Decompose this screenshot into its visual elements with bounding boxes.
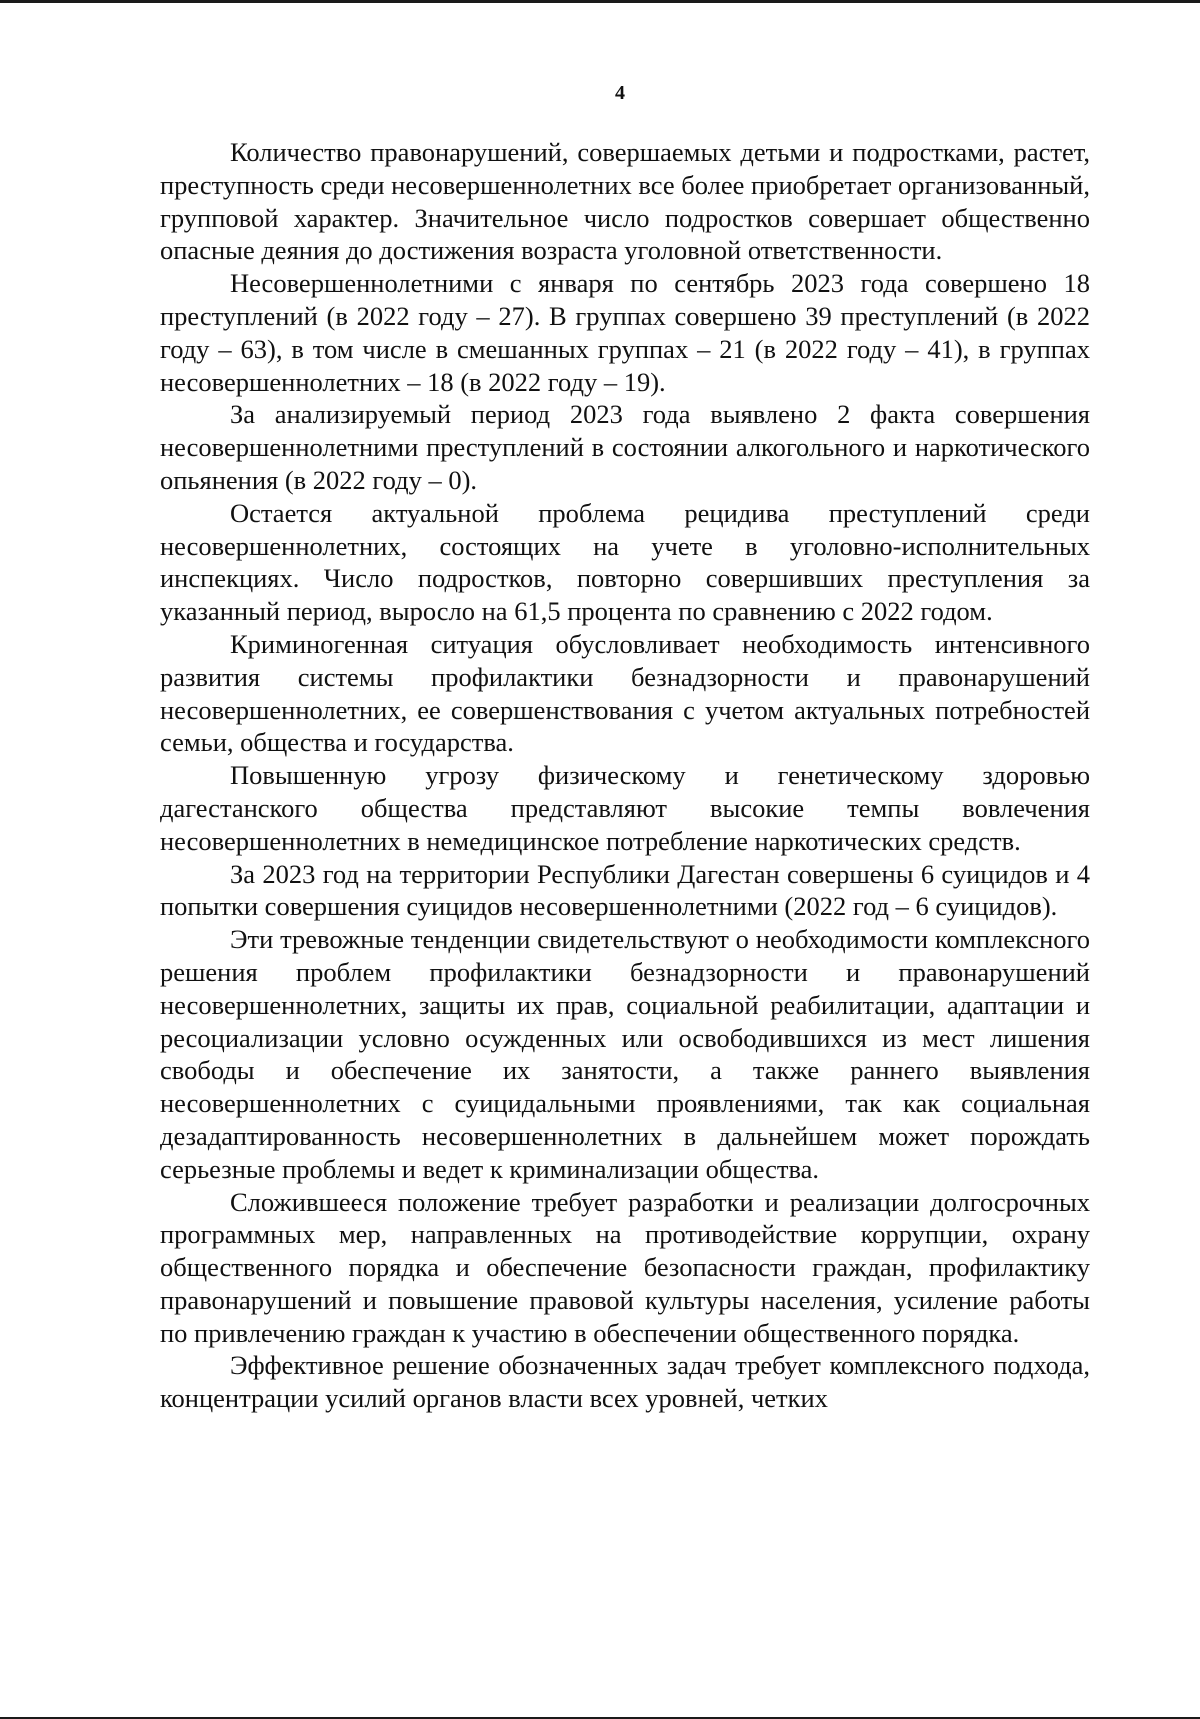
paragraph-recidivism: Остается актуальной проблема рецидива преступлений среди несовершеннолетних, состоящих на учете в уголовно-исполнительных инспекциях. Число подростков, повторно совершивших преступления за указанный период, выросло на 61,5 процента по сравнению с 2022 годом. xyxy=(160,497,1090,627)
paragraph-alarming-trends: Эти тревожные тенденции свидетельствуют о необходимости комплексного решения проблем профилактики безнадзорности и правонарушений несовершеннолетних, защиты их прав, социальной реабилитации, адаптации и ресоциализации условно осужденных или освободившихся из мест лишения свободы и обеспечение их занятости, а также раннего выявления несовершеннолетних с суицидальными проявлениями, так как социальная дезадаптированность несовершеннолетних в дальнейшем может порождать серьезные проблемы и ведет к криминализации общества. xyxy=(160,924,1090,1184)
paragraph-intoxication-crimes: За анализируемый период 2023 года выявлено 2 факта совершения несовершеннолетними преступлений в состоянии алкогольного и наркотического опьянения (в 2022 году – 0). xyxy=(160,399,1090,495)
paragraph-juvenile-offense-trend: Количество правонарушений, совершаемых детьми и подростками, растет, преступность среди несовершеннолетних все более приобретает организованный, групповой характер. Значительное число подростков совершает общественно опасные деяния до достижения возраста уголовной ответственности. xyxy=(160,137,1090,266)
page-number: 4 xyxy=(615,82,625,104)
paragraph-criminogenic-situation: Криминогенная ситуация обусловливает необходимость интенсивного развития системы профилактики безнадзорности и правонарушений несовершеннолетних, ее совершенствования с учетом актуальных потребностей семьи, общества и государства. xyxy=(160,628,1090,758)
paragraph-drug-threat: Повышенную угрозу физическому и генетическому здоровью дагестанского общества представляют высокие темпы вовлечения несовершеннолетних в немедицинское потребление наркотических средств. xyxy=(160,760,1090,856)
paragraph-effective-solution: Эффективное решение обозначенных задач требует комплексного подхода, концентрации усилий органов власти всех уровней, четких xyxy=(160,1350,1090,1414)
document-body xyxy=(160,136,1090,1415)
paragraph-suicide-statistics: За 2023 год на территории Республики Дагестан совершены 6 суицидов и 4 попытки совершения суицидов несовершеннолетними (2022 год – 6 суицидов). xyxy=(160,858,1090,922)
paragraph-crime-statistics-2023: Несовершеннолетними с января по сентябрь 2023 года совершено 18 преступлений (в 2022 году – 27). В группах совершено 39 преступлений (в 2022 году – 63), в том числе в смешанных группах – 21 (в 2022 году – 41), в группах несовершеннолетних – 18 (в 2022 году – 19). xyxy=(160,268,1090,397)
paragraph-program-measures: Сложившееся положение требует разработки и реализации долгосрочных программных мер, направленных на противодействие коррупции, охрану общественного порядка и обеспечение безопасности граждан, профилактику правонарушений и повышение правовой культуры населения, усиление работы по привлечению граждан к участию в обеспечении общественного порядка. xyxy=(160,1186,1090,1348)
page-top-edge xyxy=(0,0,1200,3)
